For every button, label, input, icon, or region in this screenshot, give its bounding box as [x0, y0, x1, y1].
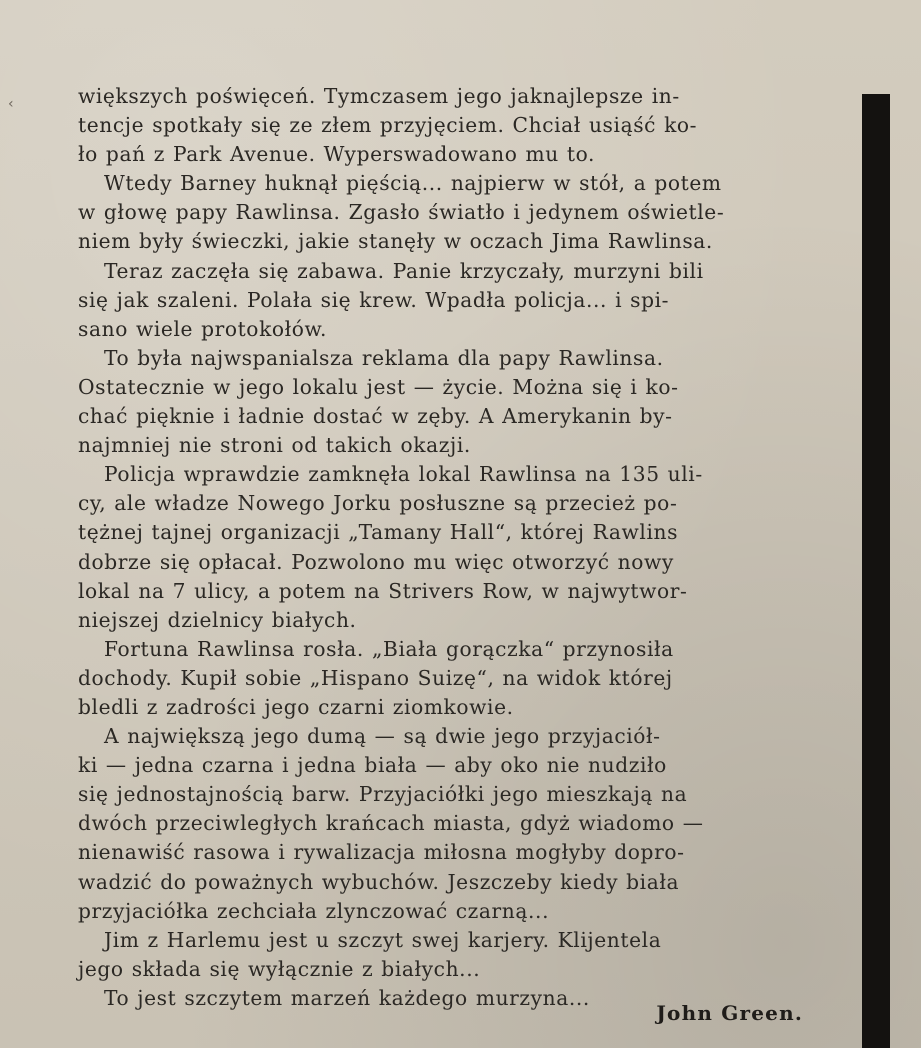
article-line: przyjaciółka zechciała zlynczować czarną... [78, 898, 550, 923]
article-line: Ostatecznie w jego lokalu jest — życie. Można się i ko- [78, 374, 679, 399]
article-line: sano wiele protokołów. [78, 316, 328, 341]
article-line: Wtedy Barney huknął pięścią... najpierw w stół, a potem [104, 171, 722, 196]
article-line: Teraz zaczęła się zabawa. Panie krzyczały, murzyni bili [104, 258, 704, 283]
article-line: nienawiść rasowa i rywalizacja miłosna mogłyby dopro- [78, 840, 685, 865]
author-signature: John Green. [656, 1001, 803, 1025]
article-line: Jim z Harlemu jest u szczyt swej karjery. Klijentela [104, 927, 662, 952]
article-line: To jest szczytem marzeń każdego murzyna... [104, 985, 590, 1010]
article-line: Fortuna Rawlinsa rosła. „Biała gorączka“ przynosiła [104, 636, 674, 661]
article-line: bledli z zadrości jego czarni ziomkowie. [78, 694, 514, 719]
article-line: się jak szaleni. Polała się krew. Wpadła policja... i spi- [78, 287, 670, 312]
article-body [78, 82, 832, 1013]
article-line: lokal na 7 ulicy, a potem na Strivers Row, w najwytwor- [78, 578, 688, 603]
article-line: chać pięknie i ładnie dostać w zęby. A Amerykanin by- [78, 404, 673, 429]
article-line: niem były świeczki, jakie stanęły w oczach Jima Rawlinsa. [78, 229, 713, 254]
article-line: dwóch przeciwległych krańcach miasta, gdyż wiadomo — [78, 811, 704, 836]
article-line: większych poświęceń. Tymczasem jego jaknajlepsze in- [78, 84, 680, 108]
article-line: ki — jedna czarna i jedna biała — aby oko nie nudziło [78, 753, 667, 778]
column-rule [862, 94, 890, 1048]
article-line: A największą jego dumą — są dwie jego przyjaciół- [104, 724, 661, 749]
article-line: się jednostajnością barw. Przyjaciółki jego mieszkają na [78, 782, 688, 807]
article-line: jego składa się wyłącznie z białych... [78, 956, 481, 981]
article-line: ło pań z Park Avenue. Wyperswadowano mu to. [78, 142, 596, 167]
article-line: cy, ale władze Nowego Jorku posłuszne są przecież po- [78, 491, 678, 516]
article-line: dobrze się opłacał. Pozwolono mu więc otworzyć nowy [78, 549, 674, 574]
article-line: tężnej tajnej organizacji „Tamany Hall“, której Rawlins [78, 520, 679, 545]
article-line: niejszej dzielnicy białych. [78, 607, 357, 632]
margin-mark: ‹ [8, 96, 14, 112]
article-line: najmniej nie stroni od takich okazji. [78, 433, 471, 458]
article-line: wadzić do poważnych wybuchów. Jeszczeby kiedy biała [78, 869, 680, 894]
article-line: tencje spotkały się ze złem przyjęciem. Chciał usiąść ko- [78, 113, 698, 138]
article-line: To była najwspanialsza reklama dla papy Rawlinsa. [104, 345, 664, 370]
article-line: dochody. Kupił sobie „Hispano Suizę“, na widok której [78, 665, 673, 690]
article-line: Policja wprawdzie zamknęła lokal Rawlinsa na 135 uli- [104, 462, 703, 487]
article-line: w głowę papy Rawlinsa. Zgasło światło i jedynem oświetle- [78, 200, 725, 225]
